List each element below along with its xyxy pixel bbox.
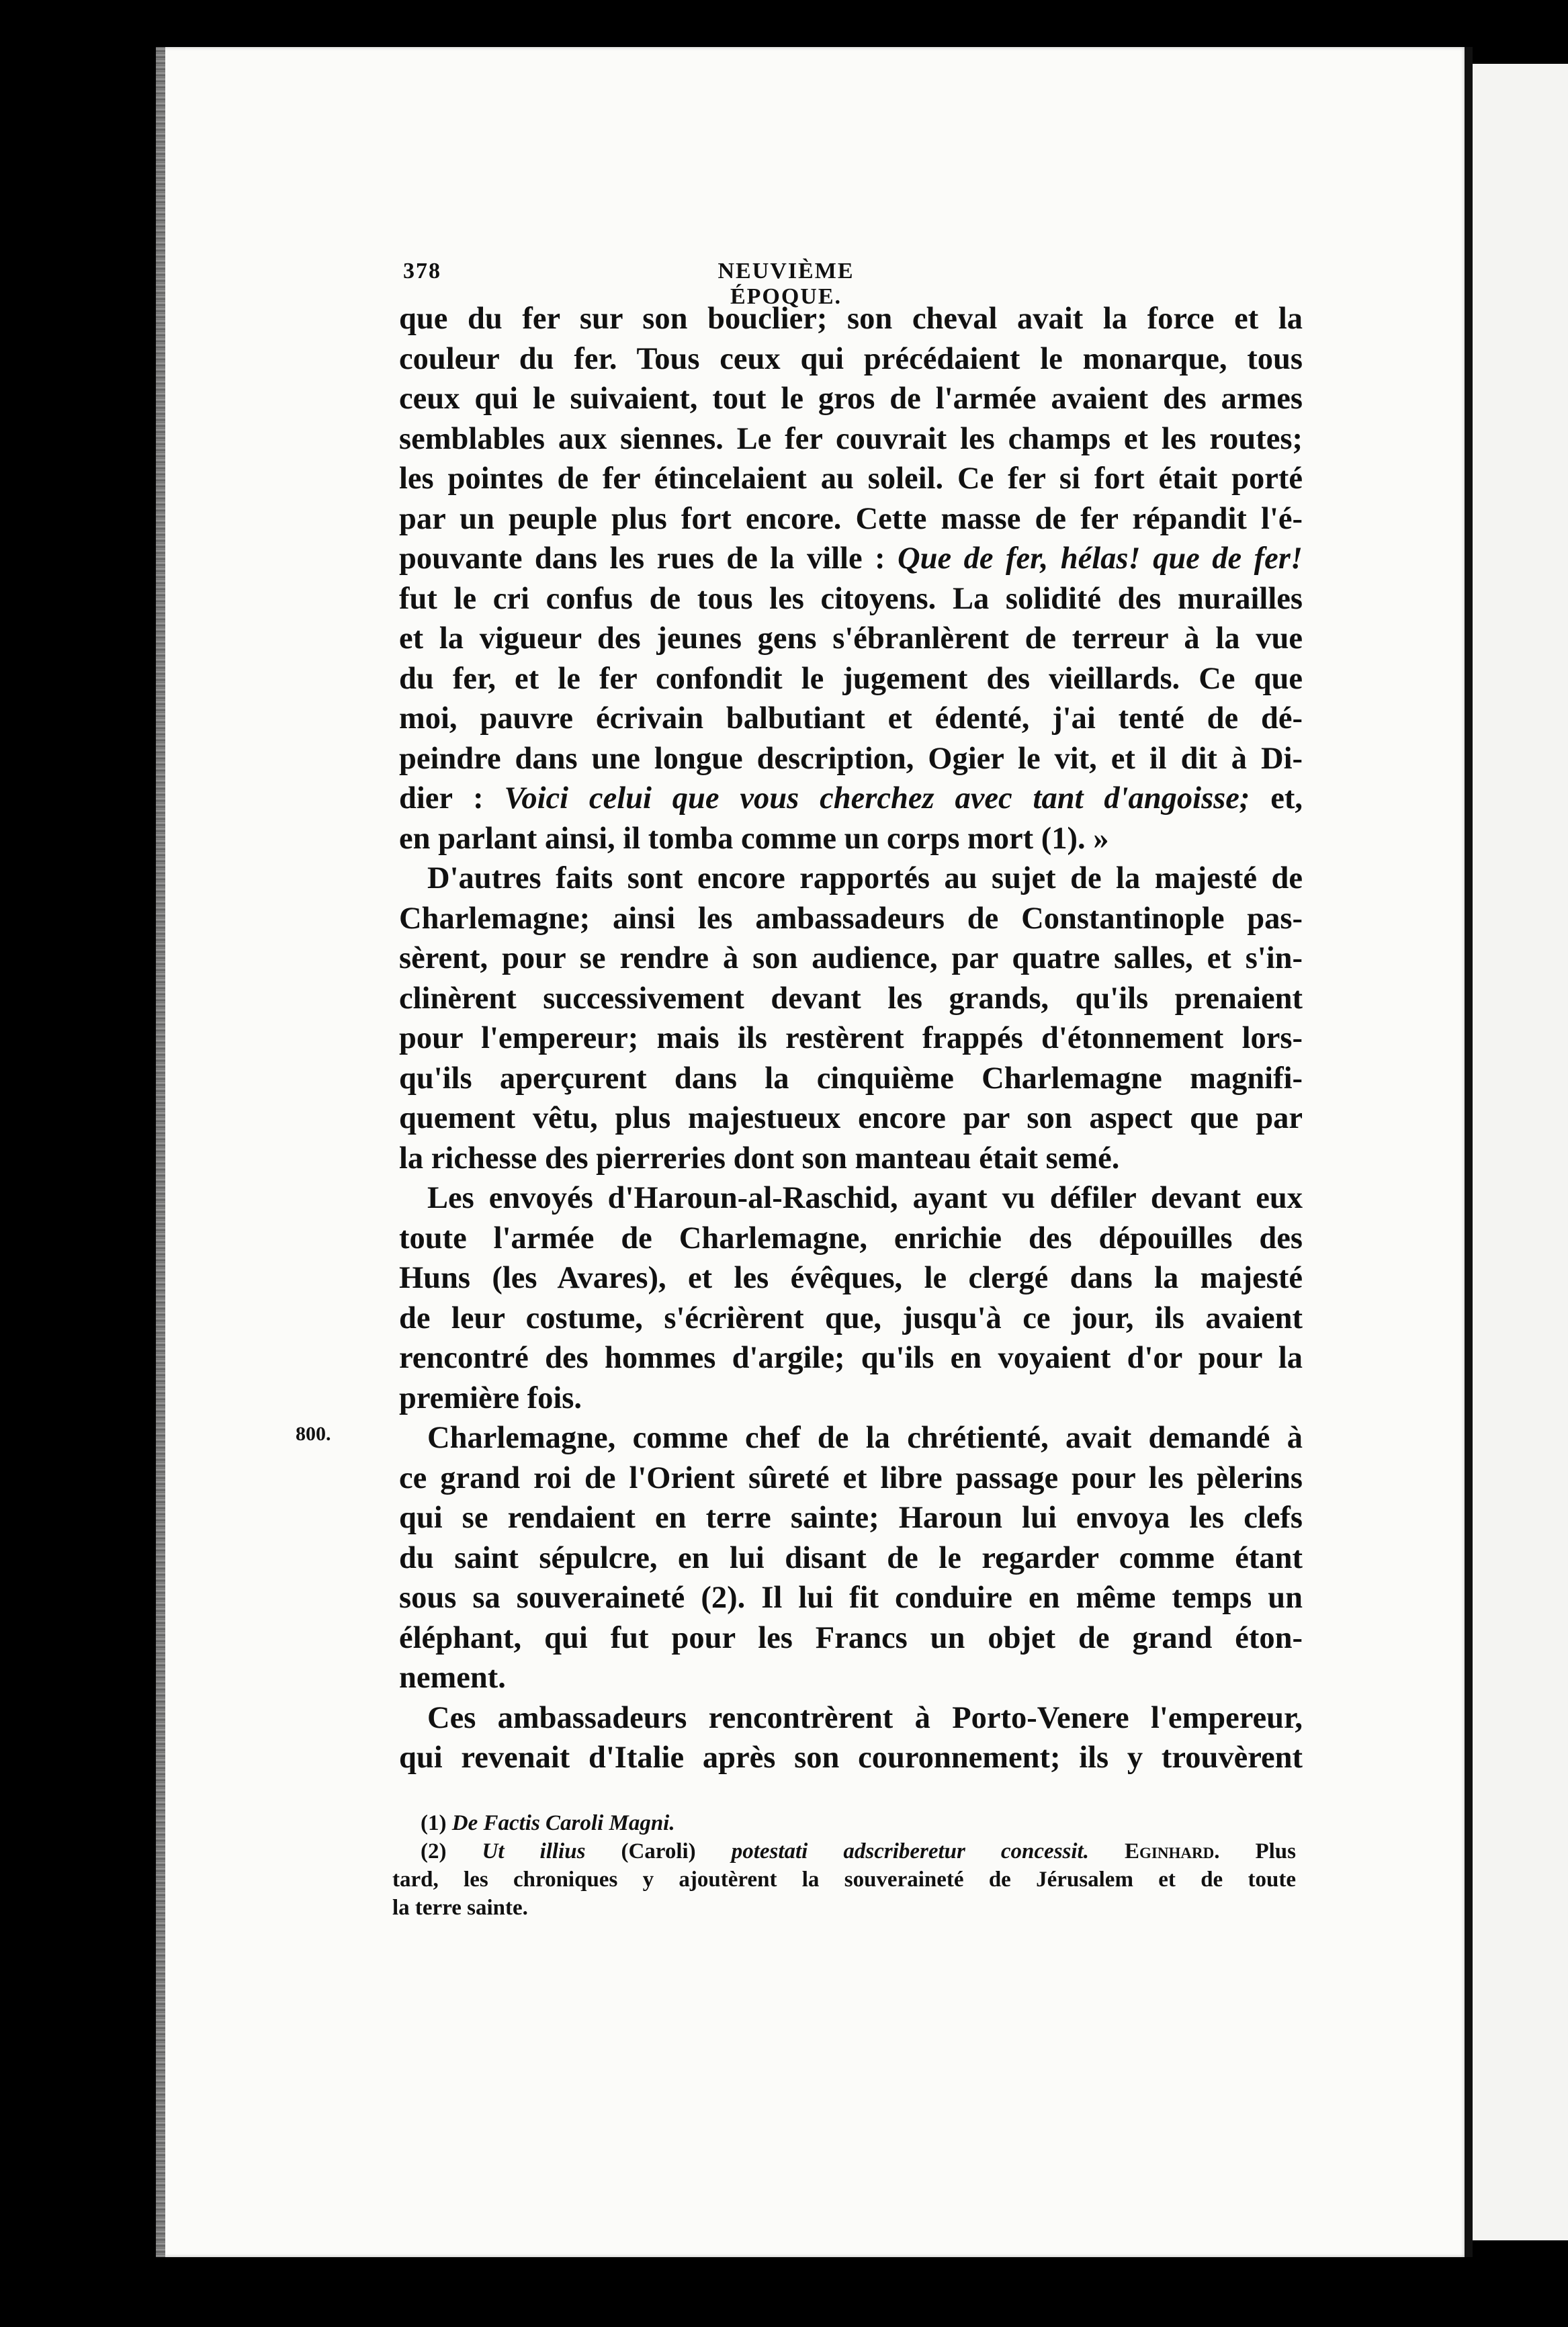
text-line: que du fer sur son bouclier; son cheval avait la force et la: [399, 302, 1303, 336]
text-line: éléphant, qui fut pour les Francs un objet de grand éton-: [399, 1620, 1303, 1655]
text-line: sèrent, pour se rendre à son audience, par quatre salles, et s'in-: [399, 941, 1303, 975]
text-line: Huns (les Avares), et les évêques, le clergé dans la majesté: [399, 1261, 1303, 1295]
text-line: du saint sépulcre, en lui disant de le regarder comme étant: [399, 1540, 1303, 1575]
text-line: qui se rendaient en terre sainte; Haroun lui envoya les clefs: [399, 1501, 1303, 1535]
paragraph-start: Les envoyés d'Haroun-al-Raschid, ayant vu défiler devant eux: [427, 1181, 1303, 1215]
footnote-2: [392, 1837, 1296, 1865]
text-line: nement.: [399, 1661, 506, 1695]
text-line: rencontré des hommes d'argile; qu'ils en voyaient d'or pour la: [399, 1341, 1303, 1375]
text-line: toute l'armée de Charlemagne, enrichie des dépouilles des: [399, 1221, 1303, 1256]
footnote-marker: (1): [421, 1811, 452, 1835]
text-line: par un peuple plus fort encore. Cette masse de fer répandit l'é-: [399, 501, 1303, 536]
running-head: [403, 259, 1297, 309]
text-line: les pointes de fer étincelaient au soleil. Ce fer si fort était porté: [399, 462, 1303, 496]
footnote-italic: potestati adscriberetur concessit.: [731, 1839, 1089, 1863]
footnote-line: la terre sainte.: [392, 1896, 528, 1920]
text-line: la richesse des pierreries dont son manteau était semé.: [399, 1141, 1120, 1176]
text-line: ce grand roi de l'Orient sûreté et libre passage pour les pèlerins: [399, 1460, 1303, 1495]
footnote-text: Plus: [1219, 1839, 1297, 1863]
footnote-1: [392, 1809, 1296, 1837]
text-line: et la vigueur des jeunes gens s'ébranlèrent de terreur à la vue: [399, 621, 1303, 656]
paragraph-start: D'autres faits sont encore rapportés au sujet de la majesté de: [427, 861, 1303, 895]
text-line: en parlant ainsi, il tomba comme un corps mort (1). »: [399, 821, 1109, 856]
text-line: pour l'empereur; mais ils restèrent frappés d'étonnement lors-: [399, 1021, 1303, 1055]
text-line: sous sa souveraineté (2). Il lui fit conduire en même temps un: [399, 1581, 1303, 1615]
text-line: qu'ils aperçurent dans la cinquième Charlemagne magnifi-: [399, 1061, 1303, 1096]
running-title: NEUVIÈME ÉPOQUE.: [717, 259, 855, 309]
text-line: clinèrent successivement devant les grands, qu'ils prenaient: [399, 981, 1303, 1016]
italic-quote: Que de fer, hélas! que de fer!: [898, 541, 1303, 576]
text-line: [399, 539, 1303, 579]
paragraph-start: Ces ambassadeurs rencontrèrent à Porto-Venere l'empereur,: [427, 1700, 1303, 1735]
text-fragment: dier :: [399, 781, 505, 816]
text-line: qui revenait d'Italie après son couronnement; ils y trouvèrent: [399, 1741, 1303, 1775]
footnotes: [392, 1809, 1296, 1922]
footnote-italic: Ut illius: [482, 1839, 586, 1863]
text-line: fut le cri confus de tous les citoyens. La solidité des murailles: [399, 581, 1303, 616]
text-line: moi, pauvre écrivain balbutiant et édenté, j'ai tenté de dé-: [399, 701, 1303, 736]
text-fragment: pouvante dans les rues de la ville :: [399, 541, 898, 576]
text-line: de leur costume, s'écrièrent que, jusqu'à ce jour, ils avaient: [399, 1301, 1303, 1335]
text-line: première fois.: [399, 1380, 582, 1415]
text-line: peindre dans une longue description, Ogier le vit, et il dit à Di-: [399, 741, 1303, 776]
text-line: Charlemagne; ainsi les ambassadeurs de Constantinople pas-: [399, 901, 1303, 936]
page-edge-shadow: [1465, 47, 1473, 2257]
footnote-line: tard, les chroniques y ajoutèrent la souveraineté de Jérusalem et de toute: [392, 1868, 1296, 1892]
text-line: quement vêtu, plus majestueux encore par son aspect que par: [399, 1101, 1303, 1135]
page-gutter: [156, 47, 165, 2257]
footnote-text: (Caroli): [585, 1839, 732, 1863]
text-line: ceux qui le suivaient, tout le gros de l'armée avaient des armes: [399, 382, 1303, 416]
margin-date-note: 800.: [296, 1423, 331, 1445]
text-line: [399, 779, 1303, 819]
text-line: semblables aux siennes. Le fer couvrait les champs et les routes;: [399, 421, 1303, 456]
footnote-italic: De Factis Caroli Magni.: [451, 1811, 675, 1835]
body-text: [399, 299, 1303, 1778]
text-fragment: et,: [1250, 781, 1303, 816]
text-line: du fer, et le fer confondit le jugement des vieillards. Ce que: [399, 661, 1303, 696]
footnote-author: Eginhard.: [1088, 1839, 1220, 1863]
paragraph-start: Charlemagne, comme chef de la chrétienté, avait demandé à: [427, 1421, 1303, 1455]
footnote-marker: (2): [421, 1839, 482, 1863]
facing-page-edge: [1473, 64, 1568, 2240]
page-number: 378: [403, 259, 441, 283]
text-line: couleur du fer. Tous ceux qui précédaient le monarque, tous: [399, 341, 1303, 376]
italic-quote: Voici celui que vous cherchez avec tant d'angoisse;: [504, 781, 1250, 816]
